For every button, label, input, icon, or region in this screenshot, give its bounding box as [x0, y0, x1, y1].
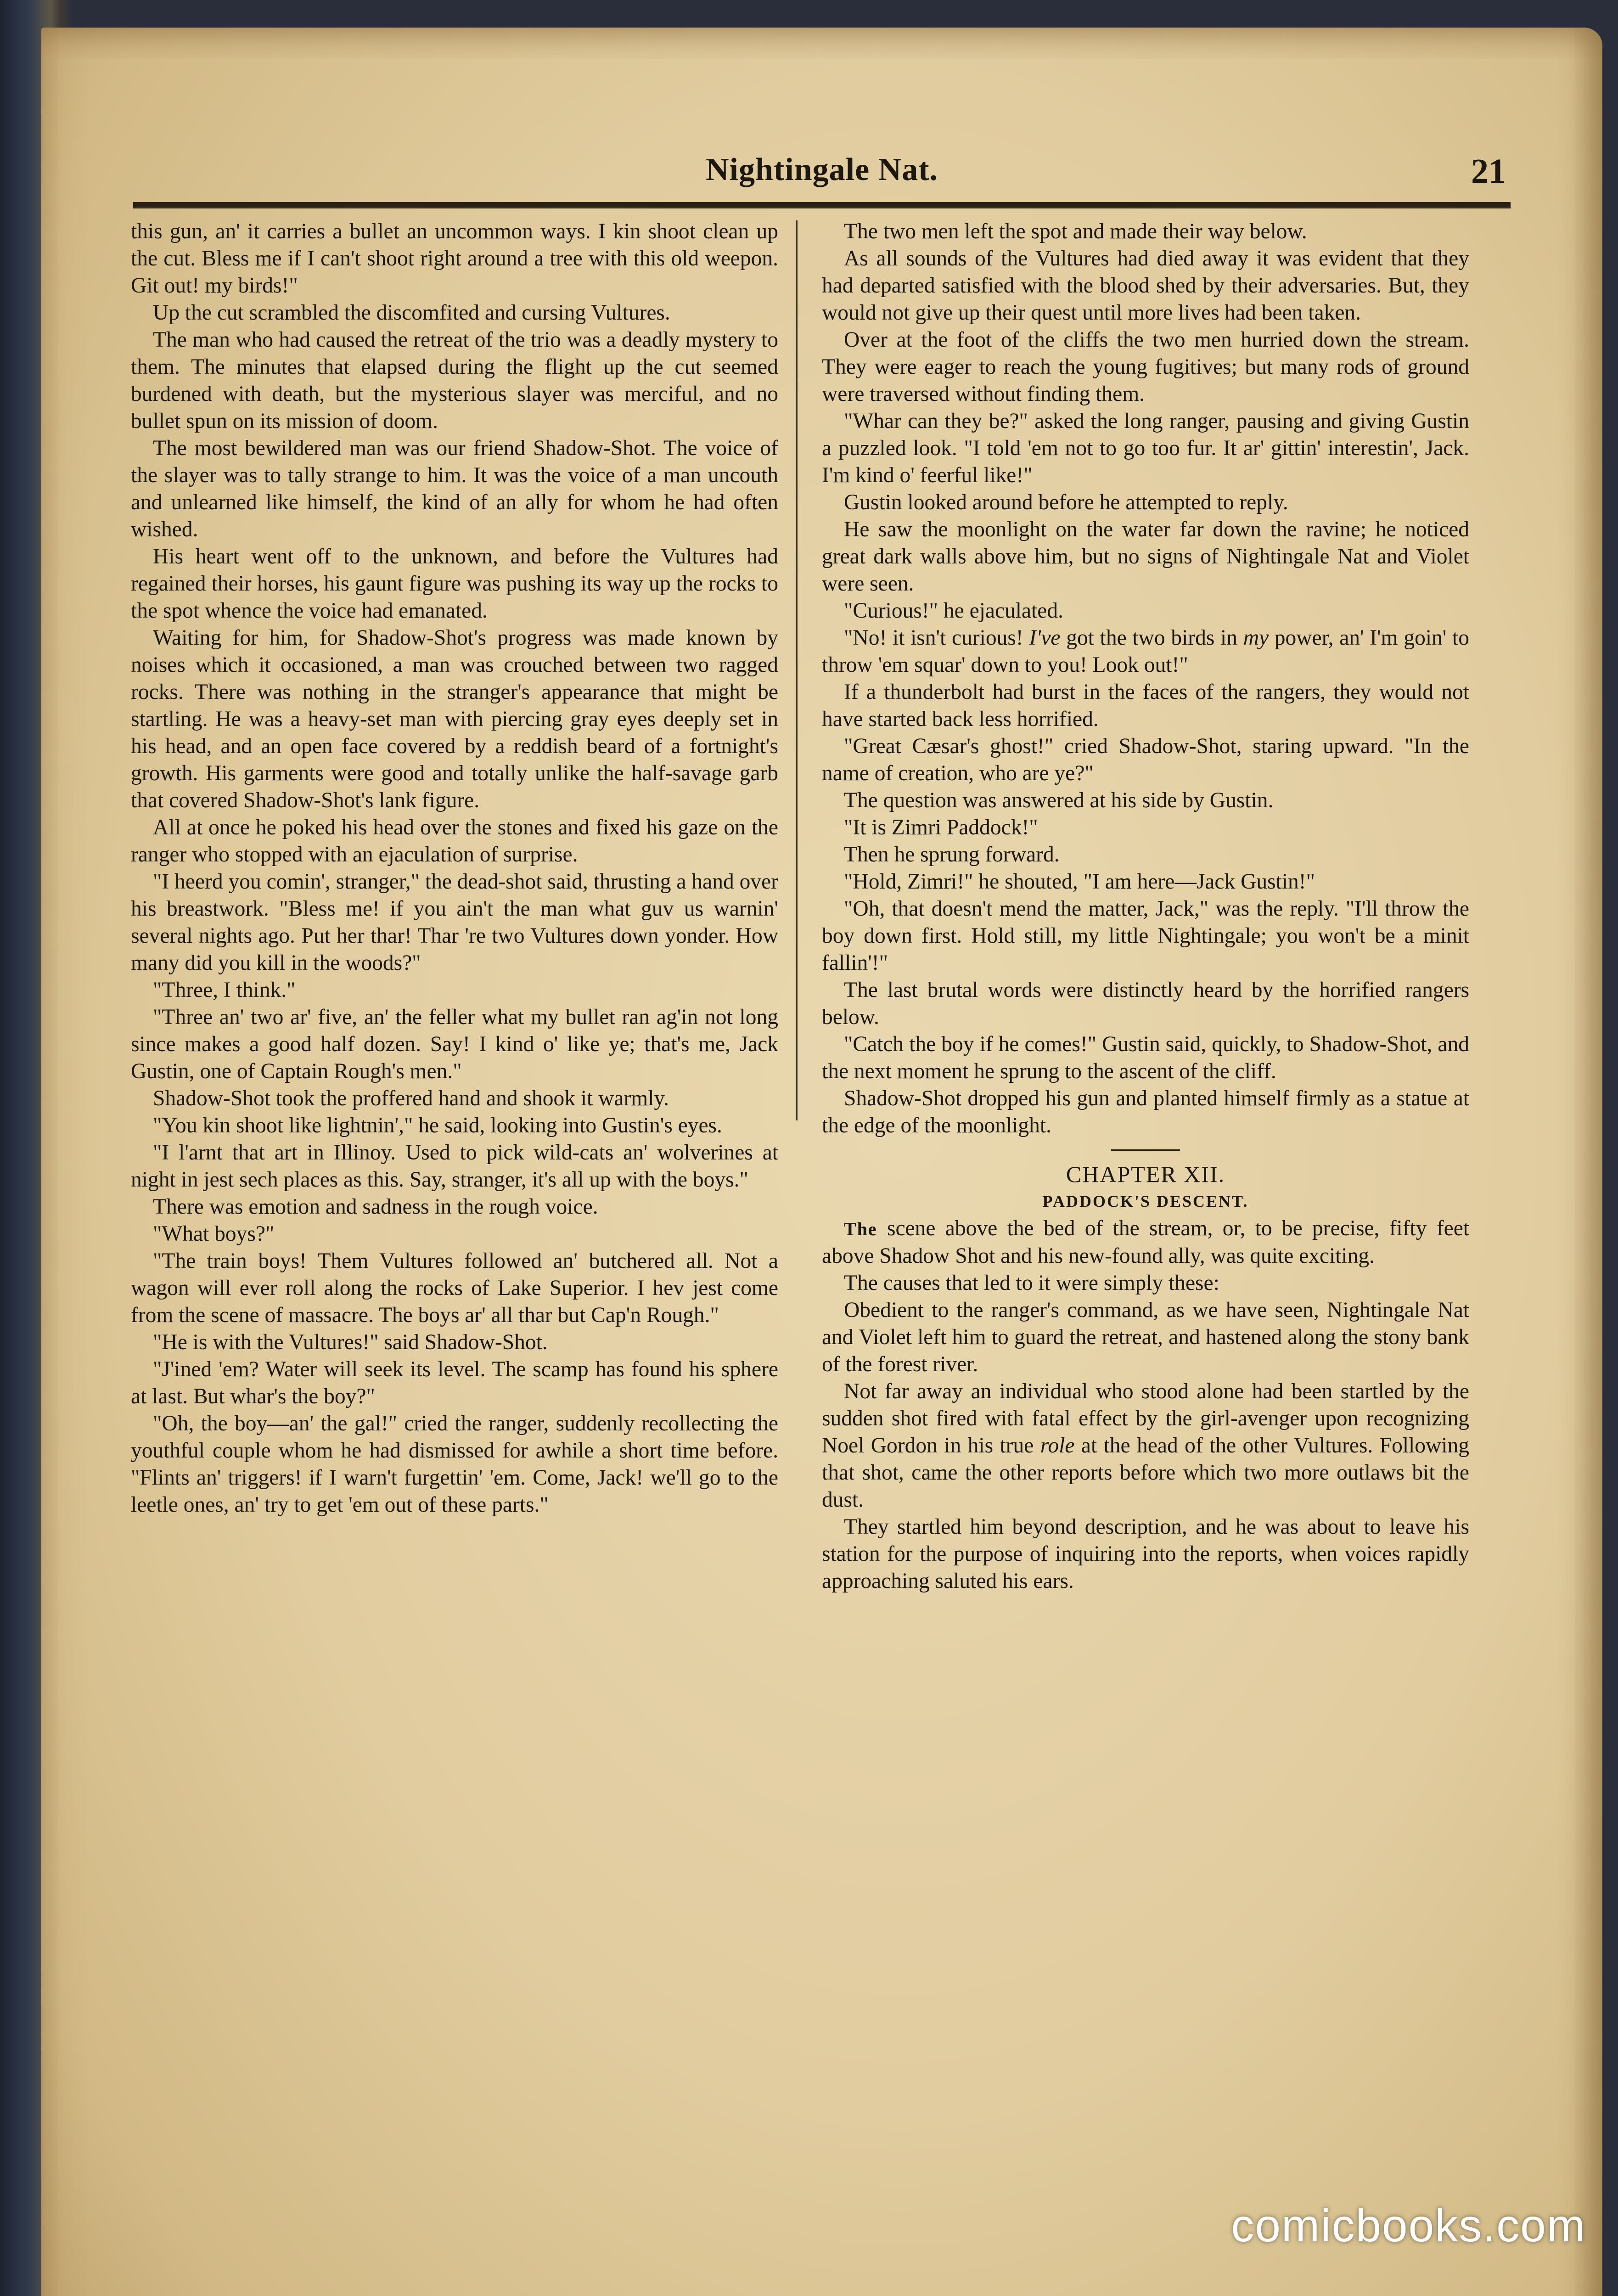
paragraph: "Hold, Zimri!" he shouted, "I am here—Jack Gustin!" — [844, 870, 1315, 894]
paragraph: The man who had caused the retreat of the trio was a deadly mystery to them. The minutes that elapsed during the flight up the cut seemed burdened with death, but the mysterious slayer was merciful, and no bullet spun on its mission of doom. — [131, 328, 778, 433]
paragraph: "Three an' two ar' five, an' the feller what my bullet ran ag'in not long since makes a good half dozen. Say! I kind o' like ye; that's me, Jack Gustin, one of Captain Rough's men." — [131, 1005, 778, 1083]
paragraph: The last brutal words were distinctly heard by the horrified rangers below. — [822, 978, 1469, 1029]
page-number: 21 — [1471, 152, 1506, 191]
paragraph: "What boys?" — [153, 1222, 275, 1246]
paragraph: "He is with the Vultures!" said Shadow-Shot. — [153, 1330, 548, 1354]
paragraph: "Oh, the boy—an' the gal!" cried the ranger, suddenly recollecting the youthful couple whom he had dismissed for awhile a short time before. "Flints an' triggers! if I warn't furgettin' 'em. Come, Jack! we'll go to the leetle ones, an' try to get 'em out of these parts." — [131, 1412, 778, 1517]
text-run: at the head of the other Vultures. Following that shot, came the other reports before which two more outlaws bit the dust. — [822, 1434, 1469, 1512]
paragraph: "Three, I think." — [153, 978, 296, 1002]
text-run: Not far away an individual who stood alone had been startled by the sudden shot fired with fatal effect by the girl-avenger upon recognizing Noel Gordon in his true — [822, 1379, 1469, 1458]
left-column — [131, 218, 778, 1519]
paragraph: Shadow-Shot took the proffered hand and shook it warmly. — [153, 1086, 669, 1110]
paragraph: Obedient to the ranger's command, as we have seen, Nightingale Nat and Violet left him to guard the retreat, and hastened along the stony bank of the forest river. — [822, 1298, 1469, 1376]
paragraph: If a thunderbolt had burst in the faces of the rangers, they would not have started back less horrified. — [822, 680, 1469, 731]
italic-text: role — [1040, 1434, 1075, 1458]
header-rule — [133, 202, 1511, 208]
paragraph: Shadow-Shot dropped his gun and planted himself firmly as a statue at the edge of the moonlight. — [822, 1086, 1469, 1137]
paragraph: The causes that led to it were simply these: — [844, 1271, 1219, 1295]
book-page — [41, 28, 1602, 2296]
chapter-title: CHAPTER XII. — [1066, 1161, 1225, 1187]
paragraph: "Curious!" he ejaculated. — [844, 599, 1063, 623]
paragraph: "J'ined 'em? Water will seek its level. The scamp has found his sphere at last. But whar's the boy?" — [131, 1357, 778, 1408]
text-run: power, an' I'm goin' to throw 'em squar' down to you! Look out!" — [822, 626, 1469, 677]
paragraph: "Oh, that doesn't mend the matter, Jack," was the reply. "I'll throw the boy down first. Hold still, my little Nightingale; you won't be a minit fallin'!" — [822, 897, 1469, 975]
paragraph: His heart went off to the unknown, and before the Vultures had regained their horses, his gaunt figure was pushing its way up the rocks to the spot whence the voice had emanated. — [131, 545, 778, 623]
paragraph: Gustin looked around before he attempted to reply. — [844, 490, 1288, 514]
paragraph: "Whar can they be?" asked the long ranger, pausing and giving Gustin a puzzled look. "I told 'em not to go too fur. It ar' gittin' interestin', Jack. I'm kind o' feerful like!" — [822, 409, 1469, 487]
paragraph: Up the cut scrambled the discomfited and cursing Vultures. — [153, 301, 670, 325]
italic-text: I've — [1029, 626, 1061, 650]
paragraph: The question was answered at his side by Gustin. — [844, 788, 1274, 812]
paragraph: "It is Zimri Paddock!" — [844, 816, 1038, 839]
paragraph — [822, 1378, 1469, 1514]
paragraph: The two men left the spot and made their way below. — [844, 219, 1307, 243]
paragraph: this gun, an' it carries a bullet an uncommon ways. I kin shoot clean up the cut. Bless me if I can't shoot right around a tree with this old weepon. Git out! my birds!" — [131, 219, 778, 298]
paragraph — [822, 1215, 1469, 1270]
paragraph: There was emotion and sadness in the rough voice. — [153, 1195, 598, 1219]
paragraph: "Great Cæsar's ghost!" cried Shadow-Shot, staring upward. "In the name of creation, who are ye?" — [822, 734, 1469, 785]
paragraph: The most bewildered man was our friend Shadow-Shot. The voice of the slayer was to tally strange to him. It was the voice of a man uncouth and unlearned like himself, the kind of an ally for whom he had often wished. — [131, 436, 778, 541]
italic-text: my — [1243, 626, 1269, 650]
paragraph: "You kin shoot like lightnin'," he said, looking into Gustin's eyes. — [153, 1114, 722, 1137]
paragraph: He saw the moonlight on the water far down the ravine; he noticed great dark walls above him, but no signs of Nightingale Nat and Violet were seen. — [822, 518, 1469, 596]
text-run: scene above the bed of the stream, or, to be precise, fifty feet above Shadow Shot and his new-found ally, was quite exciting. — [822, 1216, 1469, 1268]
paragraph: Then he sprung forward. — [844, 843, 1060, 867]
text-run: "No! it isn't curious! — [844, 626, 1029, 650]
running-head — [138, 152, 1506, 207]
chapter-rule — [1111, 1149, 1180, 1151]
right-column — [822, 218, 1469, 1595]
paragraph: "I l'arnt that art in Illinoy. Used to pick wild-cats an' wolverines at night in jest sech places as this. Say, stranger, it's all up with the boys." — [131, 1141, 778, 1192]
paragraph: They startled him beyond description, and he was about to leave his station for the purpose of inquiring into the reports, when voices rapidly approaching saluted his ears. — [822, 1515, 1469, 1593]
paragraph: "The train boys! Them Vultures followed an' butchered all. Not a wagon will ever roll along the rocks of Lake Superior. I hev jest come from the scene of massacre. The boys ar' all thar but Cap'n Rough." — [131, 1249, 778, 1327]
paragraph — [822, 625, 1469, 679]
paragraph: As all sounds of the Vultures had died away it was evident that they had departed satisfied with the blood shed by their adversaries. But, they would not give up their quest until more lives had been taken. — [822, 247, 1469, 325]
text-run: got the two birds in — [1060, 626, 1243, 650]
lead-word: The — [844, 1219, 877, 1239]
paragraph: "I heerd you comin', stranger," the dead-shot said, thrusting a hand over his breastwork. "Bless me! if you ain't the man what guv us warnin' several nights ago. Put her thar! Thar 're two Vultures down yonder. How many did you kill in the woods?" — [131, 870, 778, 975]
column-divider — [796, 220, 798, 1120]
running-title: Nightingale Nat. — [706, 152, 938, 187]
paragraph: "Catch the boy if he comes!" Gustin said, quickly, to Shadow-Shot, and the next moment he sprung to the ascent of the cliff. — [822, 1032, 1469, 1083]
chapter-subtitle: PADDOCK'S DESCENT. — [1042, 1192, 1249, 1210]
watermark: comicbooks.com — [1231, 2200, 1586, 2251]
paragraph: Waiting for him, for Shadow-Shot's progress was made known by noises which it occasioned, a man was crouched between two ragged rocks. There was nothing in the stranger's appearance that might be startling. He was a heavy-set man with piercing gray eyes deeply set in his head, and an open face covered by a reddish beard of a fortnight's growth. His garments were good and totally unlike the half-savage garb that covered Shadow-Shot's lank figure. — [131, 626, 778, 812]
paragraph: Over at the foot of the cliffs the two men hurried down the stream. They were eager to reach the young fugitives; but many rods of ground were traversed without finding them. — [822, 328, 1469, 406]
paragraph: All at once he poked his head over the stones and fixed his gaze on the ranger who stopped with an ejaculation of surprise. — [131, 816, 778, 867]
